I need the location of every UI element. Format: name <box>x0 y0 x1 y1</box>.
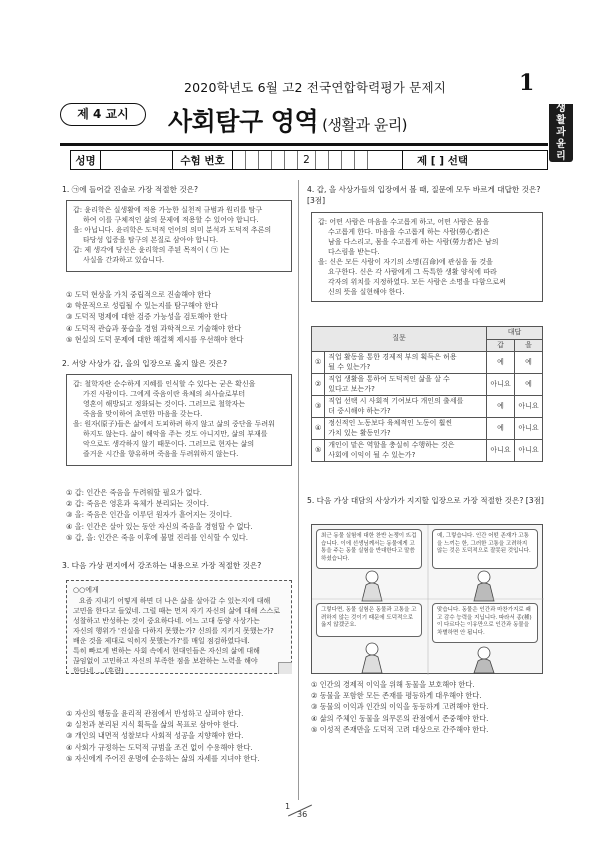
q2-choice[interactable]: ④ 을: 인간은 살아 있는 동안 자신의 죽음을 경험할 수 없다. <box>66 521 253 531</box>
exam-title: 2020학년도 6월 고2 전국연합학력평가 문제지 <box>183 80 446 95</box>
q4-col-gap: 갑 <box>487 339 515 352</box>
q4-row-answer-b: 아니요 <box>515 418 543 440</box>
footer-page: 1 <box>285 802 291 811</box>
period-badge: 제 4 교시 <box>60 103 146 126</box>
table-row[interactable] <box>312 440 543 462</box>
q1-passage-line: 을: 아닙니다. 윤리학은 도덕적 언어의 의미 분석과 도덕적 추론의 <box>73 226 272 234</box>
interviewer-figure-top <box>362 571 382 601</box>
name-label: 성명 <box>71 151 101 169</box>
q4-stem: 4. 갑, 을 사상가들의 입장에서 볼 때, 질문에 모두 바르게 대답한 것은? [3점] <box>307 185 541 205</box>
q2-passage-line: 즐거운 시간을 향유하며 죽음을 두려워하지 않는다. <box>83 450 239 458</box>
q2-choice[interactable]: ⑤ 갑, 을: 인간은 죽음 이후에 불멸 진리를 인식할 수 있다. <box>66 532 249 542</box>
q2-passage-box <box>66 374 292 466</box>
q1-choice[interactable]: ② 학문적으로 성립될 수 있는지를 탐구해야 한다 <box>66 301 219 311</box>
page-footer <box>283 803 317 819</box>
q4-row-num: ② <box>312 374 325 396</box>
q2-choice[interactable]: ③ 을: 죽음은 인간을 이루던 원자가 흩어지는 것이다. <box>66 510 233 520</box>
q2-passage-line: 죽음을 맞이하여 초연한 마음을 갖는다. <box>83 410 203 418</box>
thinker-speech-bubble: 맞습니다. 동물은 인간과 마찬가지로 쾌고 감수 능력을 지닙니다. 따라서 종(種)이 다르다는 이유만으로 인간과 동물을 차별하면 안 됩니다. <box>432 603 538 643</box>
q4-row-question <box>325 352 487 374</box>
side-tab-char: 생 <box>556 103 566 114</box>
q2-choices <box>66 487 294 543</box>
q4-passage-line: 갑: 어떤 사람은 마음을 수고롭게 하고, 어떤 사람은 몸을 <box>318 218 490 226</box>
q4-passage-box <box>311 212 543 302</box>
q4-row-question-line: 더 중시해야 하는가? <box>328 406 391 415</box>
q3-letter-line: 끊임없이 고민하고 자신의 부족한 점을 보완하는 노력을 해야 <box>73 657 258 665</box>
elective-choice-label: 제 [ ] 선택 <box>417 154 468 167</box>
thinker-speech-bubble: 예, 그렇습니다. 인간 어떤 존재가 고통을 느끼는 한, 그러한 고통을 고려하지 않는 것은 도덕적으로 잘못된 것입니다. <box>432 529 538 569</box>
side-tab-char: 리 <box>556 151 566 162</box>
interview-figures-svg <box>312 525 544 675</box>
q1-passage-line: 사실을 간과하고 있습니다. <box>83 256 165 264</box>
q4-row-question <box>325 418 487 440</box>
q1-choice[interactable]: ③ 도덕적 명제에 대한 검증 가능성을 검토해야 한다 <box>66 312 228 322</box>
exam-number-digit: 2 <box>298 151 316 169</box>
footer-total: 36 <box>297 810 308 819</box>
page-number: 1 <box>519 70 535 96</box>
letter-fold-corner <box>278 662 292 674</box>
q3-letter-line: 고민을 한다고 들었네. 그럴 때는 먼저 자기 자신의 삶에 대해 스스로 <box>73 607 281 615</box>
thinker-figure-top <box>474 571 494 601</box>
q4-row-answer-b: 아니요 <box>515 440 543 462</box>
header-divider <box>60 143 548 146</box>
q3-letter-line: ○○에게 <box>73 586 99 594</box>
side-tab-char: 윤 <box>556 139 566 150</box>
q4-passage-line: 남을 다스리고, 몸을 수고롭게 하는 사람(勞力者)은 남의 <box>328 238 499 246</box>
q5-interview-illustration <box>311 524 543 674</box>
q1-passage-box <box>66 200 292 272</box>
q4-row-num: ⑤ <box>312 440 325 462</box>
q2-passage-line: 을: 원자(原子)들은 삶에서 도피하려 하지 않고 삶의 중단을 두려워 <box>73 420 275 428</box>
q4-row-question <box>325 440 487 462</box>
column-divider <box>298 180 299 800</box>
q4-row-question-line: 직업 생활을 통하여 도덕적인 삶을 살 수 <box>328 375 450 383</box>
subject-title <box>168 102 407 138</box>
q4-row-num: ④ <box>312 418 325 440</box>
q3-choice[interactable]: ③ 개인의 내면적 성찰보다 사회적 성공을 지향해야 한다. <box>66 731 244 741</box>
thinker-figure-bottom <box>474 647 494 673</box>
q2-choice[interactable]: ② 갑: 죽음은 영혼과 육체가 분리되는 것이다. <box>66 499 209 509</box>
q5-choice[interactable]: ④ 삶의 주체인 동물을 의무론의 관점에서 존중해야 한다. <box>311 713 489 723</box>
q4-passage-line: 수고롭게 한다. 마음을 수고롭게 하는 사람(勞心者)은 <box>328 228 490 236</box>
subject-name: 사회탐구 영역 <box>168 107 319 136</box>
q1-stem: 1. ㉠에 들어갈 진술로 가장 적절한 것은? <box>62 185 199 194</box>
q5-choices <box>311 679 545 735</box>
q4-row-question-line: 직업 활동을 통한 경제적 부의 획득은 허용 <box>328 353 457 361</box>
q4-passage-line: 신의 뜻을 실현해야 한다. <box>328 288 405 296</box>
q4-row-question-line: 직업 선택 시 사회적 기여보다 개인의 출세를 <box>328 397 464 405</box>
q4-row-answer-a: 예 <box>487 352 515 374</box>
exam-number-boxes[interactable] <box>233 151 403 169</box>
q5-choice[interactable]: ② 동물을 포함한 모든 존재를 평등하게 대우해야 한다. <box>311 691 482 701</box>
q4-passage-line: 다스림을 받는다. <box>328 248 380 256</box>
q3-letter-line: 요즘 지내기 어떻게 하면 더 나은 삶을 살아갈 수 있는지에 대해 <box>79 597 271 605</box>
exam-number-label: 수험 번호 <box>173 151 233 169</box>
q3-letter-line: 특히 빠르게 변하는 사회 속에서 현대인들은 자신의 삶에 대해 <box>73 647 260 655</box>
q3-letter-line: 배운 것을 제대로 익히지 못했는가?'를 매일 점검하였다네. <box>73 637 250 645</box>
q1-passage-line: 타당성 입증을 탐구의 본질로 삼아야 합니다. <box>83 236 219 244</box>
table-row[interactable] <box>312 396 543 418</box>
q1-passage-line: 갑: 윤리학은 실생활에 적용 가능한 실천적 규범과 원리를 탐구 <box>73 206 263 214</box>
q1-choices <box>66 289 294 345</box>
q5-stem: 5. 다음 가상 대담의 사상가가 지지할 입장으로 가장 적절한 것은? [3점] <box>307 496 544 505</box>
q3-letter-line: 한다네. …(후략) <box>73 667 124 675</box>
q3-choices <box>66 708 294 764</box>
table-row[interactable] <box>312 418 543 440</box>
interviewer-speech-bubble: 그렇다면, 동물 실험은 동물과 고통을 고려하지 않는 것이기 때문에 도덕적으로 옳지 않겠군요. <box>316 603 422 637</box>
q4-row-answer-b: 예 <box>515 374 543 396</box>
q3-choice[interactable]: ④ 사회가 규정하는 도덕적 규범을 조건 없이 수용해야 한다. <box>66 742 253 752</box>
q5-choice[interactable]: ③ 동물의 이익과 인간의 이익을 동등하게 고려해야 한다. <box>311 702 489 712</box>
q2-stem: 2. 서양 사상가 갑, 을의 입장으로 옳지 않은 것은? <box>62 359 228 368</box>
q4-question-header: 질문 <box>312 327 487 352</box>
q4-row-num: ① <box>312 352 325 374</box>
q1-choice[interactable]: ④ 도덕적 관습과 풍습을 경험 과학적으로 기술해야 한다 <box>66 323 242 333</box>
q3-letter-line: 성찰하고 반성하는 것이 중요하다네. 어느 고대 동양 사상가는 <box>73 617 260 625</box>
q4-row-question-line: 될 수 있는가? <box>328 362 371 371</box>
q4-row-question <box>325 396 487 418</box>
q2-passage-line: 영혼이 해방되고 정화되는 것이다. 그러므로 철학자는 <box>83 400 246 408</box>
q4-row-answer-a: 예 <box>487 418 515 440</box>
subject-subtitle: (생활과 윤리) <box>322 116 408 134</box>
q2-passage-line: 갑: 철학자란 순수하게 지혜를 인식할 수 있다는 굳은 확신을 <box>73 380 256 388</box>
side-tab-char: 과 <box>556 127 566 138</box>
name-field[interactable] <box>101 151 173 169</box>
q4-row-answer-a: 예 <box>487 396 515 418</box>
q4-row-question-line: 개인이 맡은 역할을 충실히 수행하는 것은 <box>328 441 455 449</box>
q4-row-answer-b: 아니요 <box>515 396 543 418</box>
q4-col-eul: 을 <box>515 339 543 352</box>
q4-passage-line: 요구한다. 신은 각 사람에게 그 독특한 생활 양식에 따라 <box>328 268 497 276</box>
q2-passage-line: 하지도 않는다. 삶이 해악을 주는 것도 아니지만, 삶의 부재를 <box>83 430 268 438</box>
q4-row-question-line: 정신적인 노동보다 육체적인 노동이 훨씬 <box>328 419 453 427</box>
q1-passage-line: 하여 이를 구체적인 삶의 문제에 적용할 수 있어야 합니다. <box>83 216 259 224</box>
q3-choice[interactable]: ① 자신의 행동을 윤리적 관점에서 반성하고 살펴야 한다. <box>66 709 244 718</box>
q4-row-num: ③ <box>312 396 325 418</box>
subject-side-tab <box>549 104 573 162</box>
q5-choice[interactable]: ① 인간의 경제적 이익을 위해 동물을 보호해야 한다. <box>311 680 475 689</box>
table-row[interactable] <box>312 352 543 374</box>
q4-row-answer-a: 아니요 <box>487 440 515 462</box>
q1-choice[interactable]: ⑤ 현실의 도덕 문제에 대한 해결책 제시를 우선해야 한다 <box>66 334 244 344</box>
q4-answer-header: 대답 <box>487 327 543 340</box>
q4-row-question-line: 가치 있는 활동인가? <box>328 428 391 437</box>
table-row[interactable] <box>312 374 543 396</box>
q1-passage-line: 갑: 제 생각에 당신은 윤리학의 주된 목적이 ( ㉠ )는 <box>73 246 230 254</box>
q3-choice[interactable]: ⑤ 자신에게 주어진 운명에 순응하는 삶의 자세를 지녀야 한다. <box>66 753 260 763</box>
q3-letter-line: 자신의 행위가 '진실을 다하지 못했는가? 신의를 지키지 못했는가? <box>73 627 274 635</box>
q3-letter-box <box>66 580 292 674</box>
q4-passage-line: 을: 신은 모든 사람이 자기의 소명(召命)에 관심을 둘 것을 <box>318 258 493 266</box>
q5-choice[interactable]: ⑤ 이성적 존재만을 도덕적 고려 대상으로 간주해야 한다. <box>311 724 489 734</box>
q4-row-question-line: 있다고 보는가? <box>328 384 375 393</box>
q1-choice[interactable]: ① 도덕 현상을 가치 중립적으로 진술해야 한다 <box>66 290 212 299</box>
q3-stem: 3. 다음 가상 편지에서 강조하는 내용으로 가장 적절한 것은? <box>62 561 262 570</box>
q4-row-question-line: 사회에 이익이 될 수 있는가? <box>328 450 416 459</box>
q4-passage-line: 각자의 위치를 지정하였다. 모든 사람은 소명을 다함으로써 <box>328 278 506 286</box>
examinee-info-row <box>70 150 548 170</box>
q4-row-question <box>325 374 487 396</box>
q4-row-answer-a: 아니요 <box>487 374 515 396</box>
q4-answer-table <box>311 326 543 462</box>
q2-passage-line: 가진 사람이다. 그에게 죽음이란 육체의 쇠사슬로부터 <box>83 390 246 398</box>
q3-choice[interactable]: ② 실천과 분리된 지식 획득을 삶의 목표로 삼아야 한다. <box>66 720 239 730</box>
q2-passage-line: 악으로도 생각하지 않기 때문이다. 그러므로 현자는 삶의 <box>83 440 255 448</box>
interviewer-figure-bottom <box>362 643 382 673</box>
q4-row-answer-b: 예 <box>515 352 543 374</box>
interviewer-speech-bubble: 최근 동물 실험에 대한 찬반 논쟁이 뜨겁습니다. 이에 선생님께서는 동물에게 고통을 주는 동물 실험을 반대한다고 말씀하셨습니다. <box>316 529 422 569</box>
q2-choice[interactable]: ① 갑: 인간은 죽음을 두려워할 필요가 없다. <box>66 488 202 497</box>
side-tab-char: 활 <box>556 115 566 126</box>
